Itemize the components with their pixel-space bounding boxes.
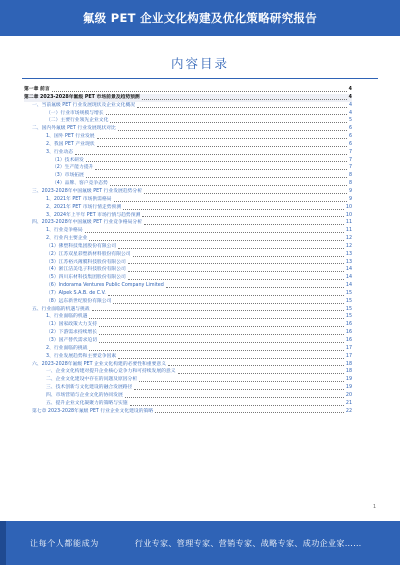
toc-entry-page: 10 xyxy=(345,204,352,210)
toc-entry-page: 14 xyxy=(345,267,352,273)
toc-entry-label: （3）江苏裕兴薄膜科技股份有限公司 xyxy=(46,259,126,265)
toc-entry-page: 16 xyxy=(345,322,352,328)
toc-entry-page: 15 xyxy=(345,290,352,296)
toc-entry-page: 6 xyxy=(348,141,352,147)
toc-entry-page: 22 xyxy=(345,408,352,414)
toc-entry-label: 2、2021年 PET 市场行情走势预测 xyxy=(46,204,122,210)
toc-entry-label: 四、2023-2028年中国氟级 PET 行业竞争格局分析 xyxy=(32,220,143,226)
toc-leader-dots xyxy=(142,98,347,100)
toc-entry-page: 11 xyxy=(345,220,352,226)
toc-entry-page: 6 xyxy=(348,134,352,140)
footer-roles: 行业专家、管理专家、营销专家、战略专家、成功企业家…… xyxy=(134,538,362,548)
toc-entry-label: 3、2024年上半年 PET 市场行情与趋势预测 xyxy=(46,212,141,218)
toc-entry[interactable] xyxy=(24,117,352,125)
toc-leader-dots xyxy=(86,160,347,162)
toc-entry-page: 16 xyxy=(345,338,352,343)
toc-entry-page: 6 xyxy=(348,126,352,132)
toc-leader-dots xyxy=(106,113,347,115)
toc-entry-label: 五、提升企业文化凝聚力的策略与实施 xyxy=(46,400,128,406)
toc-entry-label: 2、行业面临的挑战 xyxy=(46,345,88,351)
toc-entry[interactable] xyxy=(24,204,352,212)
toc-entry-label: （2）江苏双星彩塑新材料股份有限公司 xyxy=(46,251,131,257)
toc-entry-page: 8 xyxy=(348,173,352,179)
toc-entry-page: 15 xyxy=(345,314,352,320)
toc-entry-page: 11 xyxy=(345,228,352,234)
toc-entry-label: 第一章 前言 xyxy=(24,87,50,92)
toc-entry-label: 1、行业面临的机遇 xyxy=(46,314,88,320)
toc-entry-page: 15 xyxy=(345,298,352,304)
toc-entry-page: 12 xyxy=(345,236,352,242)
toc-entry[interactable] xyxy=(24,149,352,157)
toc-entry-page: 4 xyxy=(348,110,352,116)
toc-entry[interactable] xyxy=(24,282,352,290)
toc-entry[interactable] xyxy=(24,392,352,400)
toc-entry[interactable] xyxy=(24,227,352,235)
toc-entry[interactable] xyxy=(24,94,352,102)
toc-leader-dots xyxy=(89,349,343,351)
toc-leader-dots xyxy=(142,215,344,217)
toc-leader-dots xyxy=(89,239,343,241)
toc-entry-label: 二、企业文化建设中存在的问题及原因分析 xyxy=(46,377,138,383)
toc-entry-page: 17 xyxy=(345,345,352,351)
toc-leader-dots xyxy=(85,231,344,233)
toc-leader-dots xyxy=(168,364,344,366)
toc-entry-label: 1、国外 PET 行业发展 xyxy=(46,134,95,140)
toc-entry-label: 1、行业竞争格局 xyxy=(46,228,83,234)
toc-leader-dots xyxy=(118,357,344,359)
toc-entry[interactable] xyxy=(24,337,352,345)
toc-entry-page: 5 xyxy=(348,118,352,124)
toc-leader-dots xyxy=(128,262,344,264)
report-header-bar xyxy=(0,0,400,36)
toc-entry[interactable] xyxy=(24,321,352,329)
toc-entry-label: 1、2021年 PET 市场供需格局 xyxy=(46,196,112,202)
toc-entry[interactable] xyxy=(24,164,352,172)
footer-accent xyxy=(0,521,6,565)
toc-entry-page: 8 xyxy=(348,181,352,187)
toc-entry[interactable] xyxy=(24,133,352,141)
toc-leader-dots xyxy=(52,90,347,92)
toc-entry-label: （1）技术研发 xyxy=(52,157,84,163)
toc-entry-page: 9 xyxy=(348,196,352,202)
toc-entry-label: 二、国内外氟级 PET 行业发展现状对比 xyxy=(32,126,116,132)
toc-leader-dots xyxy=(110,121,347,123)
toc-leader-dots xyxy=(118,247,344,249)
toc-entry[interactable] xyxy=(24,298,352,306)
toc-entry-label: （2）生产能力提升 xyxy=(52,165,94,171)
footer-banner xyxy=(0,521,400,565)
toc-entry[interactable] xyxy=(24,180,352,188)
toc-entry-page: 7 xyxy=(348,149,352,155)
toc-leader-dots xyxy=(99,325,344,327)
toc-entry-page: 21 xyxy=(345,400,352,406)
toc-entry[interactable] xyxy=(24,102,352,110)
toc-entry-page: 14 xyxy=(345,275,352,281)
toc-entry-label: （二）主要行业领先企业文化 xyxy=(46,118,109,124)
toc-entry[interactable] xyxy=(24,110,352,118)
toc-leader-dots xyxy=(144,223,344,225)
toc-entry[interactable] xyxy=(24,125,352,133)
toc-leader-dots xyxy=(178,372,344,374)
toc-divider xyxy=(22,78,378,79)
toc-leader-dots xyxy=(134,388,344,390)
toc-entry[interactable] xyxy=(24,251,352,259)
toc-entry-label: （3）市场拓展 xyxy=(52,173,84,179)
toc-entry-page: 4 xyxy=(348,102,352,108)
toc-entry[interactable] xyxy=(24,212,352,220)
toc-entry-page: 18 xyxy=(345,361,352,367)
toc-entry-page: 18 xyxy=(345,369,352,375)
toc-entry[interactable] xyxy=(24,172,352,180)
toc-entry[interactable] xyxy=(24,361,352,369)
toc-entry-label: 3、行业动态 xyxy=(46,149,74,155)
toc-leader-dots xyxy=(130,404,344,406)
toc-leader-dots xyxy=(99,341,344,343)
toc-leader-dots xyxy=(108,294,344,296)
toc-entry-label: 三、2023-2028年中国氟级 PET 行业发展趋势分析 xyxy=(32,188,143,194)
toc-leader-dots xyxy=(95,168,347,170)
toc-entry-page: 7 xyxy=(348,165,352,171)
toc-entry-page: 16 xyxy=(345,330,352,336)
toc-leader-dots xyxy=(128,278,344,280)
toc-entry[interactable] xyxy=(24,259,352,267)
toc-entry-label: 四、市场营销与企业文化的协同发展 xyxy=(46,392,123,398)
toc-entry-label: （1）佛塑科技集团股份有限公司 xyxy=(46,243,117,249)
toc-entry[interactable] xyxy=(24,141,352,149)
toc-entry[interactable] xyxy=(24,196,352,204)
toc-entry-label: （3）国产替代需求迫切 xyxy=(46,338,98,343)
toc-entry[interactable] xyxy=(24,306,352,314)
toc-entry-page: 19 xyxy=(345,385,352,391)
toc-entry[interactable] xyxy=(24,243,352,251)
toc-leader-dots xyxy=(99,333,344,335)
toc-entry-page: 7 xyxy=(348,157,352,163)
toc-entry[interactable] xyxy=(24,235,352,243)
toc-leader-dots xyxy=(144,192,347,194)
toc-entry[interactable] xyxy=(24,345,352,353)
toc-leader-dots xyxy=(110,184,347,186)
toc-leader-dots xyxy=(114,200,347,202)
toc-leader-dots xyxy=(113,302,343,304)
toc-leader-dots xyxy=(86,176,347,178)
toc-entry-label: 第七章 2023-2028年氟级 PET 行业企业文化建设的策略 xyxy=(32,408,154,414)
toc-entry[interactable] xyxy=(24,384,352,392)
toc-entry[interactable] xyxy=(24,266,352,274)
toc-entry-label: （6）Indorama Ventures Public Company Limited xyxy=(46,283,164,289)
toc-heading: 内容目录 xyxy=(170,56,229,71)
toc-entry-page: 14 xyxy=(345,283,352,289)
toc-entry-label: （7）Alpek S.A.B. de C.V. xyxy=(46,290,106,296)
toc-entry-label: （4）浙江洁美电子科技股份有限公司 xyxy=(46,267,126,273)
toc-entry[interactable] xyxy=(24,313,352,321)
toc-entry-label: 一、当前氟级 PET 行业发展现状及企业文化概况 xyxy=(32,102,136,108)
toc-entry-page: 13 xyxy=(345,251,352,257)
toc-entry-label: （一）行业市场规模与增长 xyxy=(46,110,104,116)
toc-entry-label: （4）品牌、客户竞争态势 xyxy=(52,181,108,187)
toc-entry[interactable] xyxy=(24,157,352,165)
toc-entry[interactable] xyxy=(24,353,352,361)
toc-entry[interactable] xyxy=(24,368,352,376)
report-title: 氟级 PET 企业文化构建及优化策略研究报告 xyxy=(82,11,318,25)
table-of-contents xyxy=(24,86,352,415)
toc-entry-label: 一、企业文化构建对提升企业核心竞争力和可持续发展的意义 xyxy=(46,369,176,375)
toc-entry-page: 4 xyxy=(348,94,352,100)
toc-entry-page: 13 xyxy=(345,259,352,265)
toc-leader-dots xyxy=(75,153,347,155)
toc-entry-page: 17 xyxy=(345,353,352,359)
footer-slogan: 让每个人都能成为 xyxy=(30,538,99,548)
toc-entry-label: 五、行业面临的机遇与挑战 xyxy=(32,306,90,312)
toc-entry-label: （2）下游需求持续增长 xyxy=(46,330,98,336)
toc-entry-page: 12 xyxy=(345,243,352,249)
toc-entry[interactable] xyxy=(24,400,352,408)
toc-entry[interactable] xyxy=(24,290,352,298)
page-number: 1 xyxy=(372,505,376,510)
toc-entry[interactable] xyxy=(24,219,352,227)
toc-leader-dots xyxy=(137,106,347,108)
toc-entry-page: 9 xyxy=(348,188,352,194)
toc-entry-label: 2、我国 PET 产业现状 xyxy=(46,141,95,147)
toc-entry-page: 19 xyxy=(345,377,352,383)
toc-leader-dots xyxy=(155,411,344,413)
toc-entry[interactable] xyxy=(24,188,352,196)
toc-leader-dots xyxy=(92,309,344,311)
toc-leader-dots xyxy=(128,270,344,272)
toc-leader-dots xyxy=(89,317,343,319)
toc-entry[interactable] xyxy=(24,274,352,282)
toc-leader-dots xyxy=(166,286,344,288)
toc-entry-page: 15 xyxy=(345,306,352,312)
toc-leader-dots xyxy=(123,208,344,210)
toc-entry-page: 4 xyxy=(348,87,352,92)
toc-entry[interactable] xyxy=(24,408,352,416)
toc-entry[interactable] xyxy=(24,376,352,384)
toc-entry-label: 六、2023-2028年氟级 PET 企业文化构建的必要性和重要意义 xyxy=(32,361,166,367)
toc-entry-page: 20 xyxy=(345,392,352,398)
toc-leader-dots xyxy=(139,380,344,382)
toc-entry-page: 10 xyxy=(345,212,352,218)
toc-entry-label: 3、行业发展趋势和主要竞争因素 xyxy=(46,353,117,359)
toc-entry-label: 2、行业内主要企业 xyxy=(46,236,88,242)
toc-entry-label: 第二章 2023-2028年氟级 PET 市场前景及趋势预测 xyxy=(24,94,140,100)
toc-leader-dots xyxy=(118,129,347,131)
toc-entry-label: 三、技术创新与文化建设的融合发展路径 xyxy=(46,385,133,391)
toc-leader-dots xyxy=(97,137,347,139)
toc-entry[interactable] xyxy=(24,329,352,337)
toc-entry-label: （8）远东新世纪股份有限公司 xyxy=(46,298,112,304)
toc-leader-dots xyxy=(97,145,347,147)
toc-entry-label: （1）国家政策大力支持 xyxy=(46,322,98,328)
toc-entry-label: （5）四川东材科技集团股份有限公司 xyxy=(46,275,126,281)
toc-leader-dots xyxy=(133,255,344,257)
toc-leader-dots xyxy=(125,396,344,398)
toc-entry[interactable] xyxy=(24,86,352,94)
